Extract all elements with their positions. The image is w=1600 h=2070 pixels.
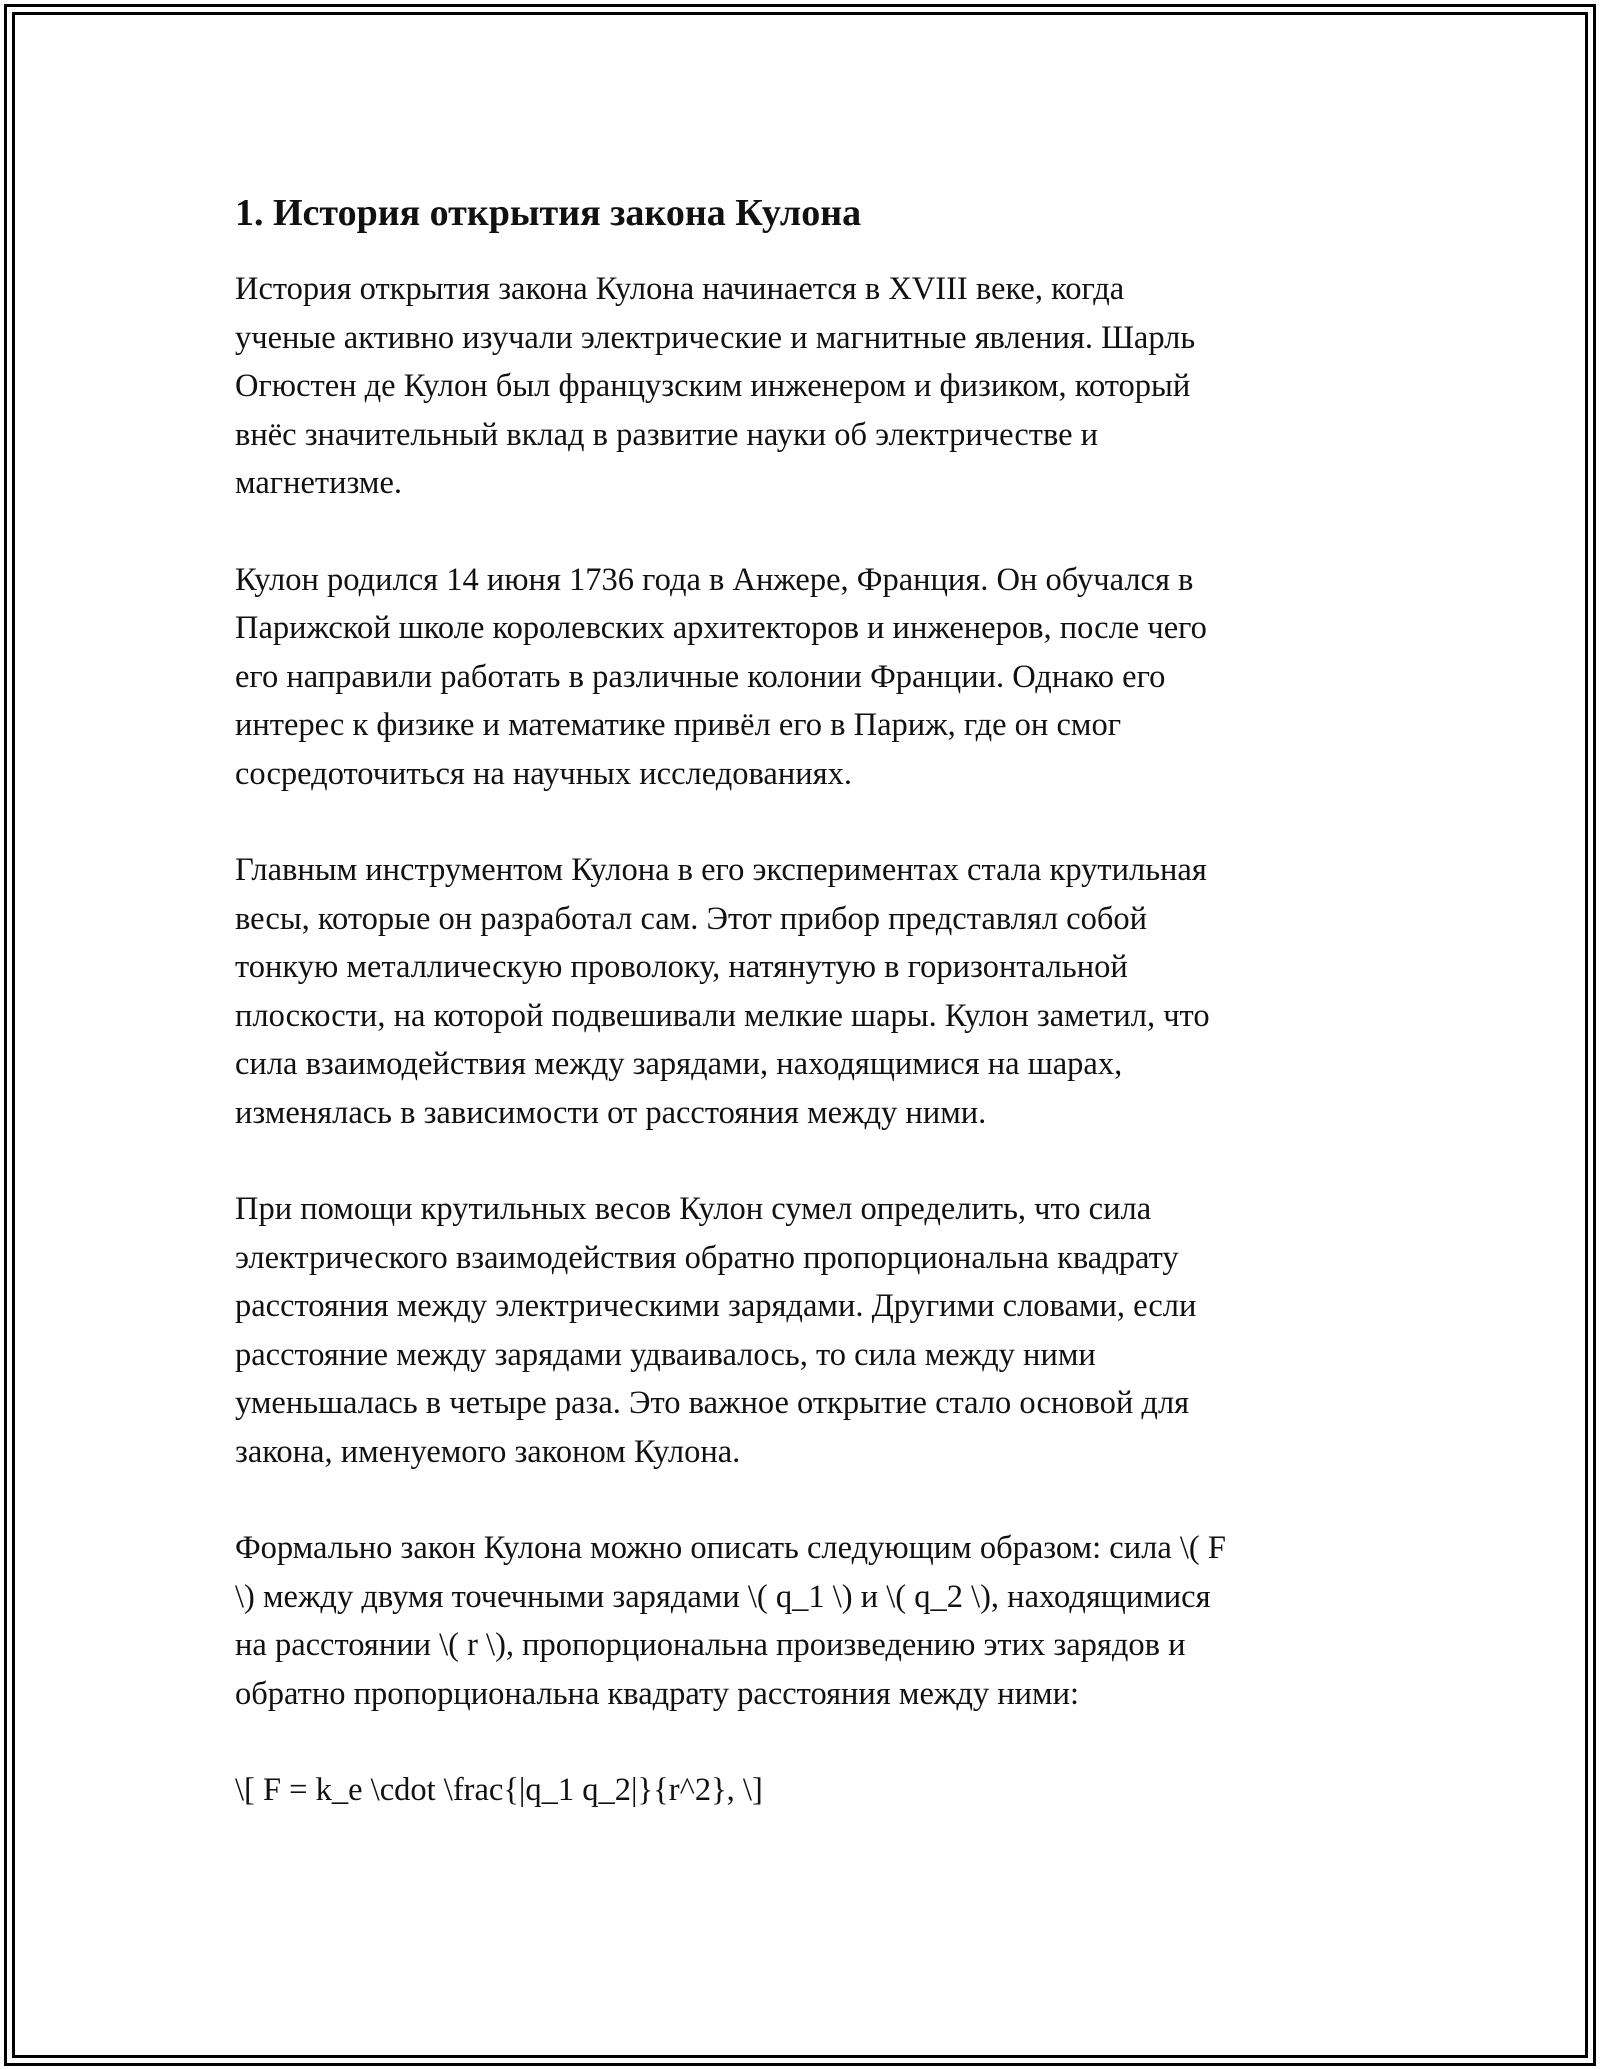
text-line: плоскости, на которой подвешивали мелкие шары. Кулон заметил, что — [235, 997, 1210, 1034]
text-line: весы, которые он разработал сам. Этот прибор представлял собой — [235, 900, 1148, 937]
text-line: ученые активно изучали электрические и магнитные явления. Шарль — [235, 319, 1196, 356]
paragraph-formal-law — [235, 1524, 1385, 1718]
text-line: закона, именуемого законом Кулона. — [235, 1433, 741, 1470]
formula-coulomb-law — [235, 1766, 1385, 1815]
text-line: интерес к физике и математике привёл его в Париж, где он смог — [235, 707, 1122, 743]
paragraph-history-intro — [235, 265, 1385, 508]
text-line: Главным инструментом Кулона в его экспериментах стала крутильная — [235, 852, 1207, 888]
formula-line: \[ F = k_e \cdot \frac{|q_1 q_2|}{r^2}, \] — [235, 1772, 763, 1808]
text-line: изменялась в зависимости от расстояния между ними. — [235, 1094, 987, 1131]
document-body — [235, 185, 1385, 1863]
text-line: Кулон родился 14 июня 1736 года в Анжере, Франция. Он обучался в — [235, 561, 1194, 598]
text-line: сила взаимодействия между зарядами, находящимися на шарах, — [235, 1046, 1123, 1082]
text-line: его направили работать в различные колонии Франции. Однако его — [235, 658, 1166, 695]
text-line: расстояние между зарядами удваивалось, то сила между ними — [235, 1336, 1096, 1373]
text-line: расстояния между электрическими зарядами. Другими словами, если — [235, 1288, 1197, 1324]
text-line: История открытия закона Кулона начинается в XVIII веке, когда — [235, 271, 1125, 307]
paragraph-biography — [235, 556, 1385, 799]
paragraph-torsion-balance — [235, 846, 1385, 1137]
text-line: Формально закон Кулона можно описать следующим образом: сила \( F — [235, 1530, 1226, 1566]
text-line: электрического взаимодействия обратно пропорциональна квадрату — [235, 1239, 1179, 1276]
text-line: на расстоянии \( r \), пропорциональна произведению этих зарядов и — [235, 1627, 1186, 1663]
paragraph-inverse-square — [235, 1185, 1385, 1476]
text-line: тонкую металлическую проволоку, натянутую в горизонтальной — [235, 949, 1128, 985]
text-line: уменьшалась в четыре раза. Это важное открытие стало основой для — [235, 1385, 1190, 1421]
text-line: Огюстен де Кулон был французским инженером и физиком, который — [235, 368, 1191, 404]
text-line: сосредоточиться на научных исследованиях. — [235, 755, 852, 792]
text-line: обратно пропорциональна квадрату расстояния между ними: — [235, 1675, 1080, 1712]
text-line: При помощи крутильных весов Кулон сумел определить, что сила — [235, 1191, 1152, 1227]
text-line: внёс значительный вклад в развитие науки об электричестве и — [235, 416, 1099, 453]
text-line: Парижской школе королевских архитекторов и инженеров, после чего — [235, 610, 1207, 646]
text-line: магнетизме. — [235, 465, 403, 501]
text-line: \) между двумя точечными зарядами \( q_1 \) и \( q_2 \), находящимися — [235, 1578, 1211, 1615]
section-heading: 1. История открытия закона Кулона — [235, 192, 862, 234]
